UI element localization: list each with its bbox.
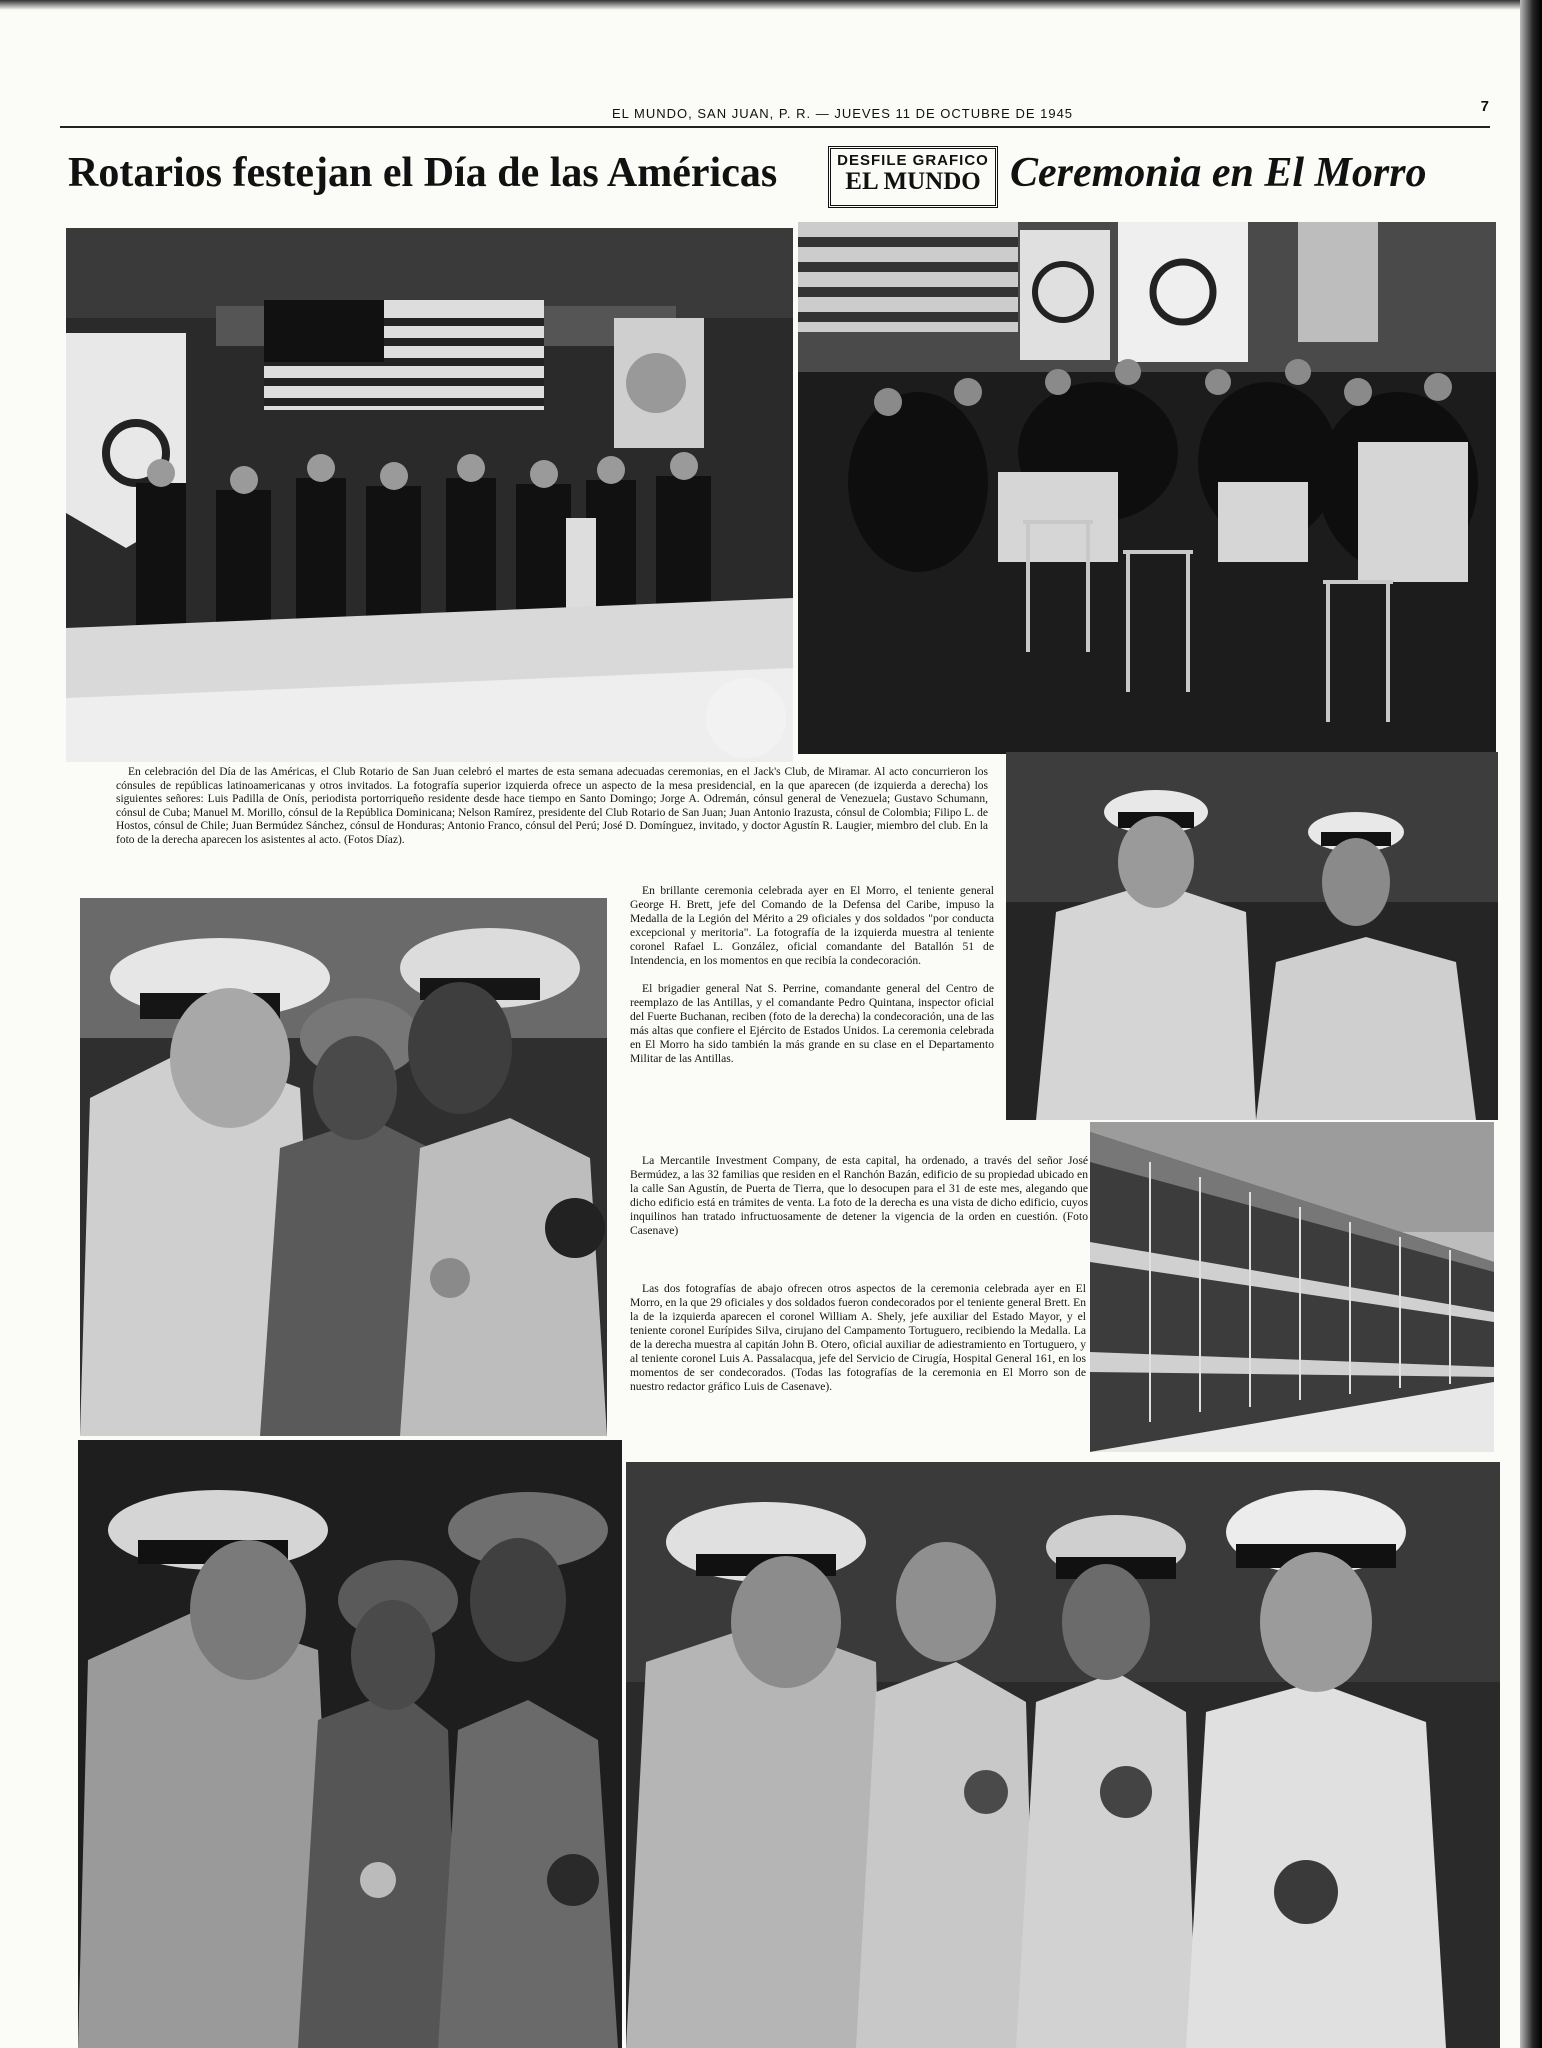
headline-rotarios: Rotarios festejan el Día de las Américas bbox=[68, 150, 778, 196]
caption-mercantile-text: La Mercantile Investment Company, de esta capital, ha ordenado, a través del señor José Bermúdez, a las 32 familias que residen en el Ranchón Bazán, edificio de su propiedad ubicado en la calle San Agustín, de Puerta de Tierra, que lo desocupen para el 31 de este mes, alegando que dicho edificio está en trámites de venta. La foto de la derecha es una vista de dicho edificio, cuyos inquilinos han tratado infructuosamente de detener la vigencia de la orden en cuestión. (Foto Casenave) bbox=[630, 1154, 1088, 1237]
photo-rotary-dining bbox=[798, 222, 1496, 754]
photo-medal-ceremony-bottom-left bbox=[78, 1440, 622, 2048]
photo-medal-ceremony-left bbox=[80, 898, 607, 1436]
dateline: EL MUNDO, SAN JUAN, P. R. — JUEVES 11 DE OCTUBRE DE 1945 bbox=[612, 106, 1074, 121]
caption-morro-2-text: El brigadier general Nat S. Perrine, comandante general del Centro de reemplazo de las Antillas, y el comandante Pedro Quintana, inspector oficial del Fuerte Buchanan, reciben (foto de la derecha) la condecoración, una de las más altas que confiere el Ejército de Estados Unidos. La ceremonia celebrada en El Morro ha sido también la más grande en su clase en el Departamento Militar de las Antillas. bbox=[630, 982, 994, 1065]
logo-line-1: DESFILE GRAFICO bbox=[837, 152, 989, 169]
caption-morro-intro bbox=[630, 884, 994, 1080]
headline-morro: Ceremonia en El Morro bbox=[1010, 150, 1427, 196]
caption-morro-1-text: En brillante ceremonia celebrada ayer en El Morro, el teniente general George H. Brett, jefe del Comando de la Defensa del Caribe, impuso la Medalla de la Legión del Mérito a 29 oficiales y dos soldados "por conducta excepcional y meritoria". La fotografía de la izquierda muestra al teniente coronel Rafael L. González, oficial comandante del Batallón 51 de Intendencia, en los momentos en que recibía la condecoración. bbox=[630, 884, 994, 967]
el-mundo-logo bbox=[828, 146, 998, 208]
caption-morro-bottom bbox=[630, 1282, 1086, 1408]
page-number: 7 bbox=[1480, 98, 1490, 115]
scan-edge-right bbox=[1520, 0, 1542, 2048]
photo-generals-portrait bbox=[1006, 752, 1498, 1120]
caption-morro-3-text: Las dos fotografías de abajo ofrecen otros aspectos de la ceremonia celebrada ayer en El Morro, en la que 29 oficiales y dos soldados fueron condecorados por el teniente general Brett. En la de la izquierda aparecen el coronel William A. Shely, jefe auxiliar del Estado Mayor, y el teniente coronel Eurípides Silva, cirujano del Campamento Tortuguero, recibiendo la Medalla. La de la derecha muestra al capitán John B. Otero, oficial auxiliar de adiestramiento en Tortuguero, y al teniente coronel Luis A. Passalacqua, jefe del Servicio de Cirugía, Hospital General 161, en los momentos de ser condecorados. (Todas las fotografías de la ceremonia en El Morro son de nuestro redactor gráfico Luis de Casenave). bbox=[630, 1282, 1086, 1393]
caption-mercantile bbox=[630, 1154, 1088, 1252]
page-header bbox=[60, 100, 1490, 128]
caption-rotary bbox=[116, 766, 988, 862]
photo-rotary-head-table bbox=[66, 228, 793, 762]
logo-line-2: EL MUNDO bbox=[845, 168, 981, 195]
photo-ranchon-bazan-building bbox=[1090, 1122, 1494, 1452]
caption-rotary-text: En celebración del Día de las Américas, el Club Rotario de San Juan celebró el martes de esta semana adecuadas ceremonias, en el Jack's Club, de Miramar. Al acto concurrieron los cónsules de repúblicas latinoamericanas y otros invitados. La fotografía superior izquierda ofrece un aspecto de la mesa presidencial, en la que aparecen (de izquierda a derecha) los siguientes señores: Luis Padilla de Onís, periodista portorriqueño residente desde hace tiempo en Santo Domingo; Jorge A. Odremán, cónsul general de Venezuela; Gustavo Schumann, cónsul de Cuba; Manuel M. Morillo, cónsul de la República Dominicana; Nelson Ramírez, presidente del Club Rotario de San Juan; Juan Antonio Irazusta, cónsul de Colombia; Filipo L. de Hostos, cónsul de Chile; Juan Bermúdez Sánchez, cónsul de Honduras; Antonio Franco, cónsul del Perú; José D. Domínguez, invitado, y doctor Agustín R. Laugier, miembro del club. En la foto de la derecha aparecen los asistentes al acto. (Fotos Díaz). bbox=[116, 766, 988, 846]
scan-edge-top bbox=[0, 0, 1542, 10]
photo-medal-ceremony-bottom-right bbox=[626, 1462, 1500, 2048]
